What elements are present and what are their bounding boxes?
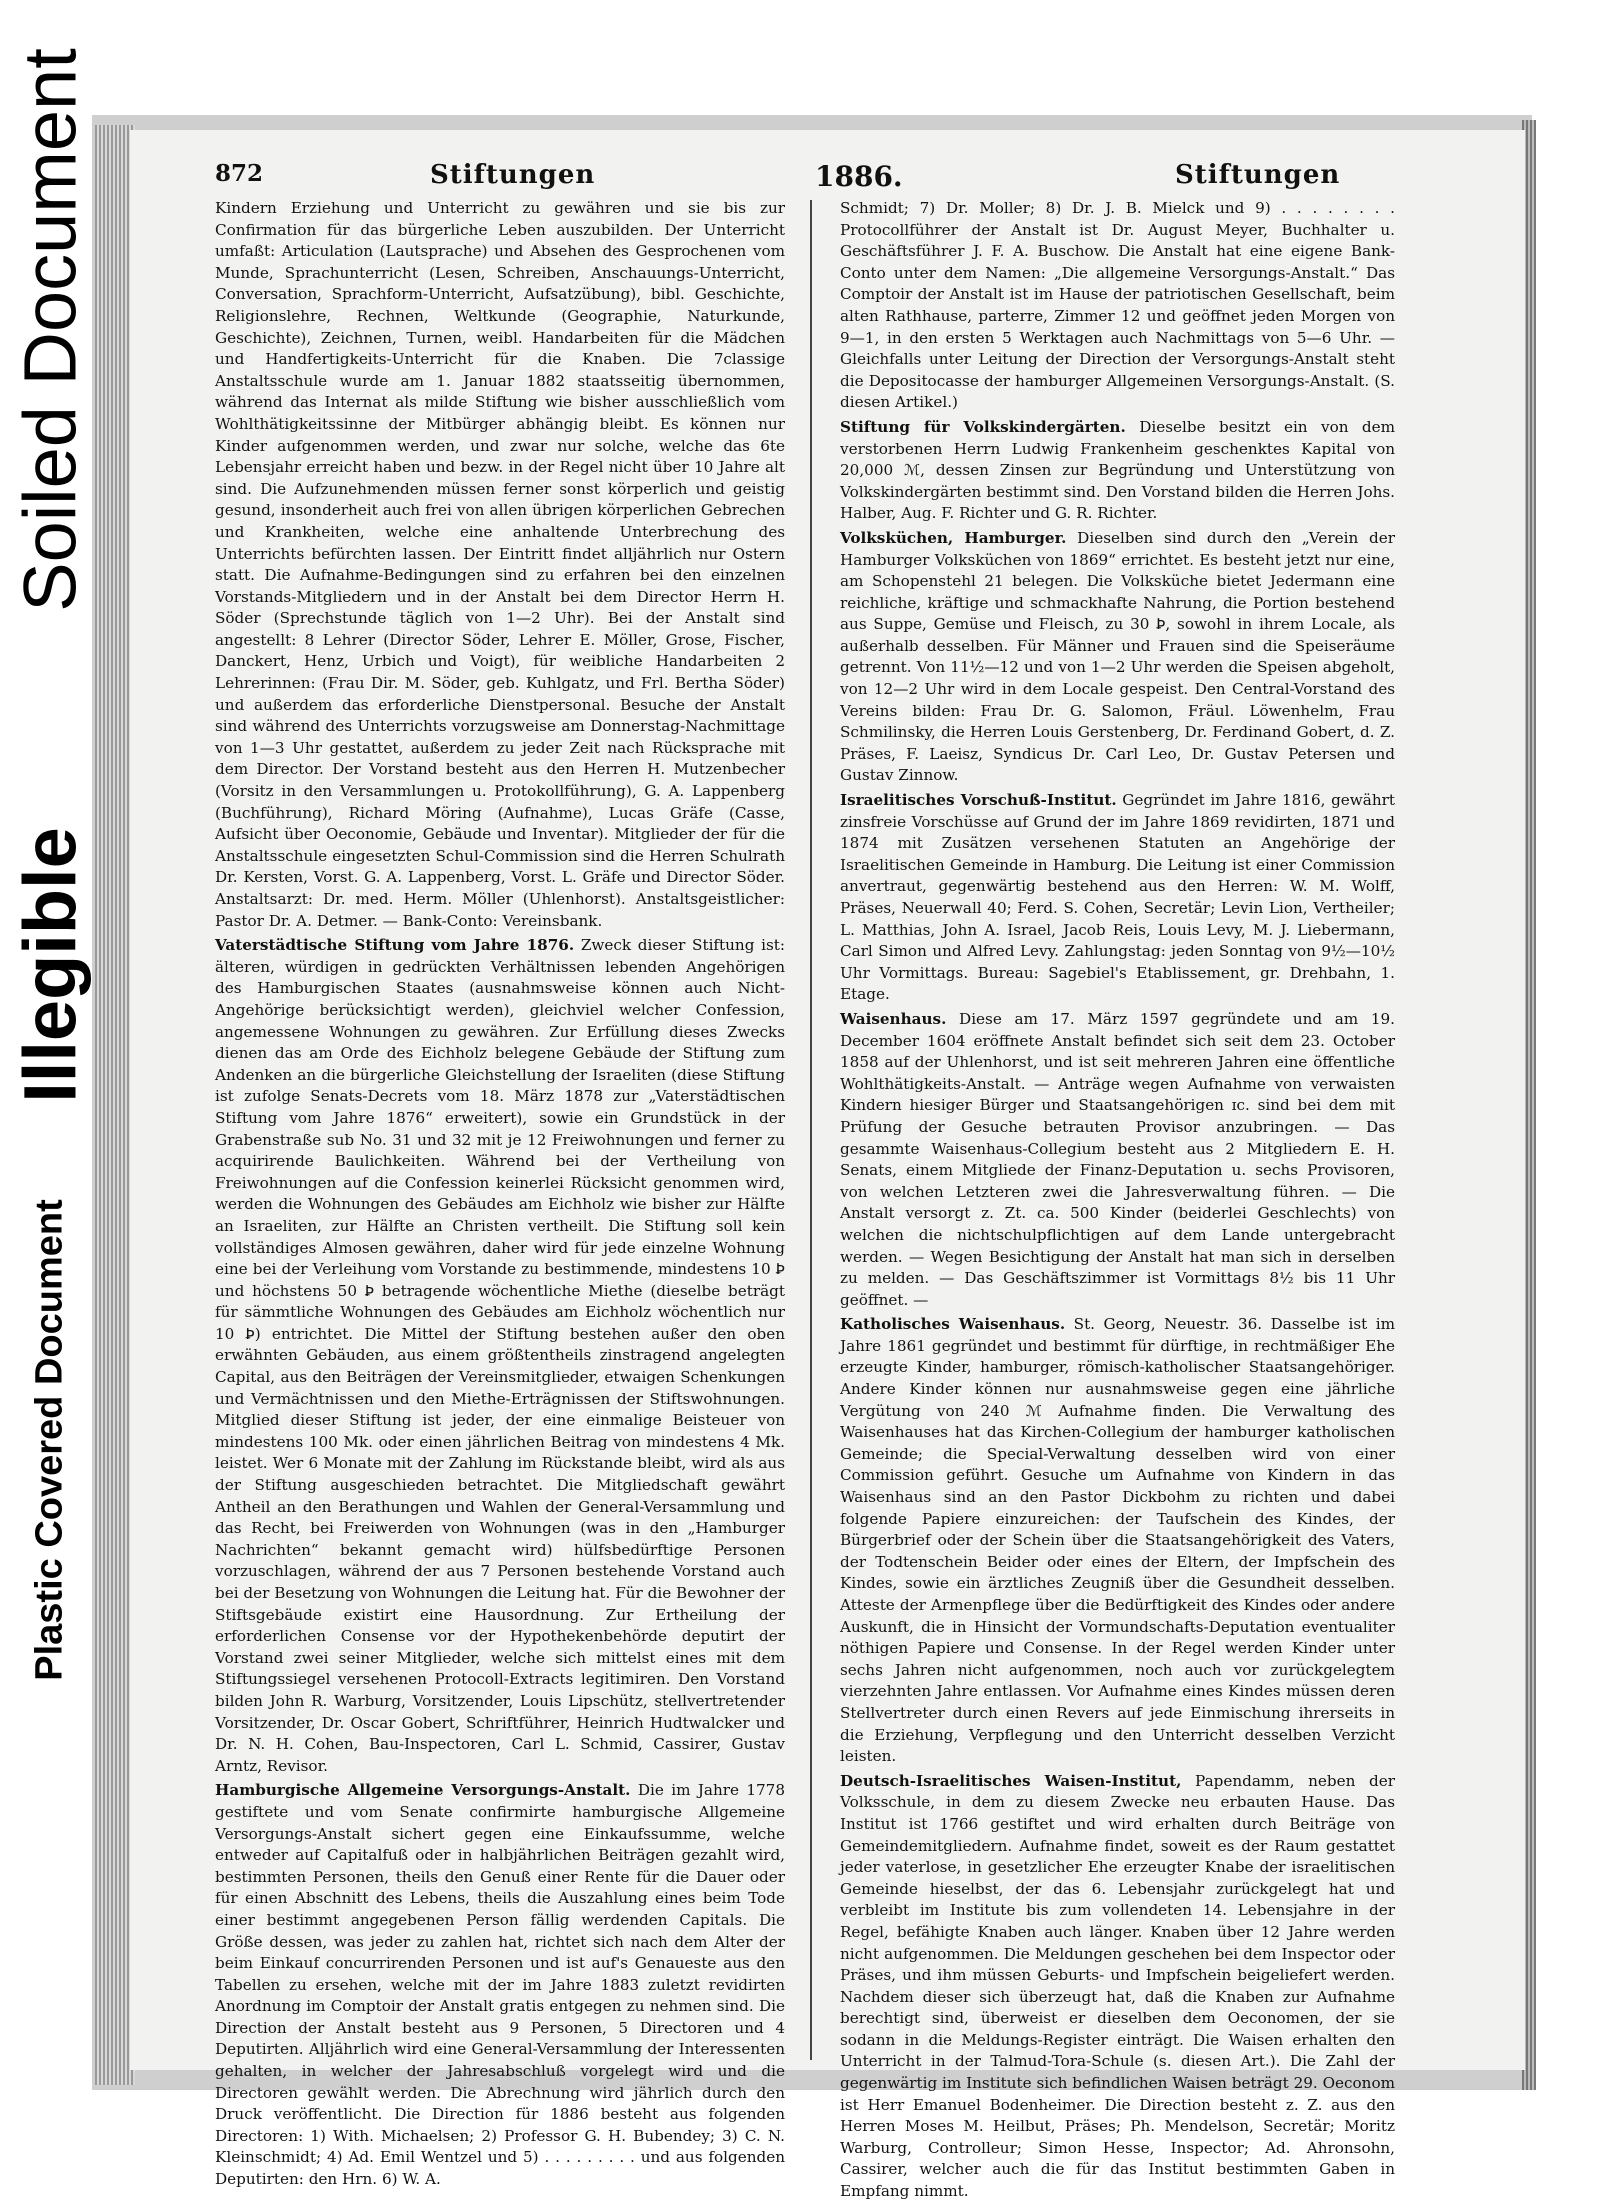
entry-text: Dieselben sind durch den „Verein der Hamburger Volksküchen von 1869“ errichtet. Es besteht jetzt nur eine, am Schopenstehl 21 belegen. Die Volksküche bietet Jedermann eine reichliche, kräftige und schmackhafte Nahrung, die Portion bestehend aus Suppe, Gemüse und Fleisch, zu 30 Ꝧ, sowohl in ihrem Locale, als außerhalb desselben. Für Männer und Frauen sind die Speiseräume getrennt. Von 11½—12 und von 1—2 Uhr werden die Speisen abgeholt, von 12—2 Uhr wird in dem Locale gespeist. Den Central-Vorstand des Vereins bilden: Frau Dr. G. Salomon, Fräul. Löwenhelm, Frau Schmilinsky, die Herren Louis Gerstenberg, Dr. Ferdinand Gobert, d. Z. Präses, F. Laeisz, Syndicus Dr. Carl Leo, Dr. Gustav Petersen und Gustav Zinnow. [840, 528, 1395, 785]
entry-heading: Waisenhaus. [840, 1009, 947, 1028]
page-number: 872 [215, 160, 264, 187]
entry-heading: Katholisches Waisenhaus. [840, 1315, 1066, 1334]
entry-paragraph [215, 198, 785, 932]
entry-paragraph [840, 1314, 1395, 1767]
entry-text: Papendamm, neben der Volksschule, in dem zu diesem Zwecke neu erbauten Hause. Das Institut ist 1766 gestiftet und wird erhalten durch Beiträge von Gemeindemitgliedern. Aufnahme findet, soweit es der Raum gestattet jeder vaterlose, in gesetzlicher Ehe erzeugter Knabe der israelitischen Gemeinde hieselbst, der das 6. Lebensjahr zurückgelegt hat und verbleibt im Institute bis zum vollendeten 14. Lebensjahre in der Regel, befähigte Knaben auch länger. Knaben über 12 Jahre werden nicht aufgenommen. Die Meldungen geschehen bei dem Inspector oder Präses, und ihm müssen Geburts- und Impfschein beigeliefert werden. Nachdem dieser sich überzeugt hat, daß die Knaben zur Aufnahme berechtigt sind, überweist er dieselben dem Oeconomen, der sie sodann in die Meldungs-Register einträgt. Die Waisen erhalten den Unterricht in der Talmud-Tora-Schule (s. diesen Art.). Die Zahl der gegenwärtig im Institute sich befindlichen Waisen beträgt 29. Oeconom ist Herr Emanuel Bodenheimer. Die Direction besteht z. Z. aus den Herren Moses M. Heilbut, Präses; Ph. Mendelson, Secretär; Moritz Warburg, Controlleur; Simon Hesse, Inspector; Ad. Ahronsohn, Cassirer, welcher auch die für das Institut bestimmten Gaben in Empfang nimmt. [840, 1771, 1395, 2201]
soiled-document-label: Soiled Document [8, 48, 92, 612]
entry-text: Diese am 17. März 1597 gegründete und am 19. December 1604 eröffnete Anstalt befindet sich seit dem 23. October 1858 auf der Uhlenhorst, und ist seit mehreren Jahren eine öffentliche Wohlthätigkeits-Anstalt. — Anträge wegen Aufnahme von verwaisten Kindern hiesiger Bürger und Staatsangehörigen ɪc. sind bei dem mit Prüfung der Gesuche betrauten Provisor anzubringen. — Das gesammte Waisenhaus-Collegium besteht aus 2 Mitgliedern E. H. Senats, einem Mitgliede der Finanz-Deputation u. sechs Provisoren, von welchen Letzteren zwei die Jahresverwaltung führen. — Die Anstalt versorgt z. Zt. ca. 500 Kinder (beiderlei Geschlechts) von welchen die nichtschulpflichtigen auf dem Lande untergebracht werden. — Wegen Besichtigung der Anstalt hat man sich in derselben zu melden. — Das Geschäftszimmer ist Vormittags 8½ bis 11 Uhr geöffnet. — [840, 1009, 1395, 1309]
page-edges-left [95, 125, 135, 2085]
column-divider [810, 200, 812, 2060]
entry-heading: Stiftung für Volkskindergärten. [840, 417, 1126, 436]
entry-heading: Vaterstädtische Stiftung vom Jahre 1876. [215, 936, 575, 955]
entry-text: St. Georg, Neuestr. 36. Dasselbe ist im Jahre 1861 gegründet und bestimmt für dürftige, in rechtmäßiger Ehe erzeugte Kinder, hamburger, römisch-katholischer Staatsangehöriger. Andere Kinder können nur ausnahmsweise gegen eine jährliche Vergütung von 240 ℳ Aufnahme finden. Die Verwaltung des Waisenhauses hat das Kirchen-Collegium der hamburger katholischen Gemeinde; die Special-Verwaltung desselben wird von einer Commission geführt. Gesuche um Aufnahme von Kindern in das Waisenhaus sind an den Pastor Dickbohm zu richten und dabei folgende Papiere einzureichen: der Taufschein des Kindes, der Bürgerbrief oder der Schein über die Staatsangehörigkeit des Vaters, der Todtenschein Beider oder eines der Eltern, der Impfschein des Kindes, sowie ein ärztliches Zeugniß über die Gesundheit desselben. Atteste der Armenpflege über die Bedürftigkeit des Kindes oder andere Auskunft, die in Hinsicht der Vormundschafts-Deputation eventualiter nöthigen Papiere und Consense. In der Regel werden Kinder unter sechs Jahren nicht aufgenommen, noch auch vor zurückgelegtem vierzehnten Jahre entlassen. Vor Aufnahme eines Kindes müssen deren Stellvertreter durch einen Revers auf jede Einmischung ihrerseits in die Erziehung, Verpflegung und den Unterricht desselben Verzicht leisten. [840, 1315, 1396, 1766]
entry-text: Schmidt; 7) Dr. Moller; 8) Dr. J. B. Mielck und 9) . . . . . . . . Protocollführer der Anstalt ist Dr. August Meyer, Buchhalter u. Geschäftsführer J. F. A. Buschow. Die Anstalt hat eine eigene Bank-Conto unter dem Namen: „Die allgemeine Versorgungs-Anstalt.“ Das Comptoir der Anstalt ist im Hause der patriotischen Gesellschaft, beim alten Rathhause, parterre, Zimmer 12 und geöffnet jeden Morgen von 9—1, in den ersten 5 Werktagen auch Nachmittags von 5—6 Uhr. — Gleichfalls unter Leitung der Direction der Versorgungs-Anstalt steht die Depositocasse der hamburger Allgemeinen Versorgungs-Anstalt. (S. diesen Artikel.) [840, 199, 1395, 412]
illegible-label: Illegible [8, 827, 92, 1103]
running-title-left: Stiftungen [430, 160, 596, 190]
entry-text: Die im Jahre 1778 gestiftete und vom Senate confirmirte hamburgische Allgemeine Versorgungs-Anstalt sichert gegen eine Einkaufssumme, welche entweder auf Capitalfuß oder in halbjährlichen Beiträgen gezahlt wird, bestimmten Personen, theils den Genuß einer Rente für die Dauer oder für einen Abschnitt des Lebens, theils die Auszahlung eines beim Tode einer bestimmt angegebenen Person fällig werdenden Capitals. Die Größe dessen, was jeder zu zahlen hat, richtet sich nach dem Alter der beim Einkauf concurrirenden Personen und ist auf's Genaueste aus den Tabellen zu ersehen, welche mit der im Jahre 1883 zuletzt revidirten Anordnung im Comptoir der Anstalt gratis entgegen zu nehmen sind. Die Direction der Anstalt besteht aus 9 Personen, 5 Directoren und 4 Deputirten. Alljährlich wird eine General-Versammlung der Interessenten gehalten, in welcher der Jahresabschluß vorgelegt wird und die Directoren gewählt werden. Die Abrechnung wird jährlich durch den Druck veröffentlicht. Die Direction für 1886 besteht aus folgenden Directoren: 1) With. Michaelsen; 2) Professor G. H. Bubendey; 3) C. N. Kleinschmidt; 4) Ad. Emil Wentzel und 5) . . . . . . . . . und aus folgenden Deputirten: den Hrn. 6) W. A. [215, 1781, 786, 2189]
entry-heading: Israelitisches Vorschuß-Institut. [840, 791, 1117, 810]
plastic-covered-label: Plastic Covered Document [28, 1199, 71, 1681]
entry-text: Dieselbe besitzt ein von dem verstorbenen Herrn Ludwig Frankenheim geschenktes Kapital von 20,000 ℳ, dessen Zinsen zur Begründung und Unterstützung von Volkskindergärten bestimmt sind. Den Vorstand bilden die Herren Johs. Halber, Aug. F. Richter und G. R. Richter. [840, 417, 1396, 523]
entry-text: Kindern Erziehung und Unterricht zu gewähren und sie bis zur Confirmation für das bürgerliche Leben auszubilden. Der Unterricht umfaßt: Articulation (Lautsprache) und Absehen des Gesprochenen vom Munde, Sprachunterricht (Lesen, Schreiben, Anschauungs-Unterricht, Conversation, Sprachform-Unterricht, Aufsatzübung), bibl. Geschichte, Religionslehre, Rechnen, Weltkunde (Geographie, Naturkunde, Geschichte), Zeichnen, Turnen, weibl. Handarbeiten für die Mädchen und Handfertigkeits-Unterricht für die Knaben. Die 7classige Anstaltsschule wurde am 1. Januar 1882 staatsseitig übernommen, während das Internat als milde Stiftung wie bisher ausschließlich vom Wohlthätigkeitssinne der Mitbürger abhängig bleibt. Es können nur Kinder aufgenommen werden, und zwar nur solche, welche das 6te Lebensjahr erreicht haben und bezw. in der Regel nicht über 10 Jahre alt sind. Die Aufzunehmenden müssen ferner sonst körperlich und geistig gesund, insonderheit auch frei von allen übrigen körperlichen Gebrechen und Krankheiten, welche eine anhaltende Unterbrechung des Unterrichts befürchten lassen. Der Eintritt findet alljährlich nur Ostern statt. Die Aufnahme-Bedingungen sind zu erfahren bei den einzelnen Vorstands-Mitgliedern und in der Anstalt bei dem Director Herrn H. Söder (Sprechstunde täglich von 1—2 Uhr). Bei der Anstalt sind angestellt: 8 Lehrer (Director Söder, Lehrer E. Möller, Grose, Fischer, Danckert, Henz, Urbich und Voigt), für weibliche Handarbeiten 2 Lehrerinnen: (Frau Dir. M. Söder, geb. Kuhlgatz, und Frl. Bertha Söder) und außerdem das erforderliche Dienstpersonal. Besuche der Anstalt sind während des Unterrichts vorzugsweise am Donnerstag-Nachmittage von 1—3 Uhr gestattet, außerdem zu jeder Zeit nach Rücksprache mit dem Director. Der Vorstand besteht aus den Herren H. Mutzenbecher (Vorsitz in den Versammlungen u. Protokollführung), G. A. Lappenberg (Buchführung), Richard Möring (Aufnahme), Lucas Gräfe (Casse, Aufsicht über Oeconomie, Gebäude und Inventar). Mitglieder der für die Anstaltsschule eingesetzten Schul-Commission sind die Herren Schulrath Dr. Kersten, Vorst. G. A. Lappenberg, Vorst. L. Gräfe und Director Söder. Anstaltsarzt: Dr. med. Herm. Möller (Uhlenhorst). Anstaltsgeistlicher: Pastor Dr. A. Detmer. — Bank-Conto: Vereinsbank. [215, 199, 785, 930]
entry-text: Zweck dieser Stiftung ist: älteren, würdigen in gedrückten Verhältnissen lebenden Angehörigen des Hamburgischen Staates (ausnahmsweise können auch Nicht-Angehörige berücksichtigt werden), gleichviel welcher Confession, angemessene Wohnungen zu gewähren. Zur Erfüllung dieses Zwecks dienen das am Orde des Eichholz belegene Gebäude der Stiftung zum Andenken an die bürgerliche Gleichstellung der Israeliten (diese Stiftung ist zufolge Senats-Decrets vom 18. März 1878 zur „Vaterstädtischen Stiftung vom Jahre 1876“ erweitert), sowie ein Grundstück in der Grabenstraße sub No. 31 und 32 mit je 12 Freiwohnungen und ferner zu acquirirende Baulichkeiten. Während bei der Vertheilung von Freiwohnungen auf die Confession keinerlei Rücksicht genommen wird, werden die Wohnungen des Gebäudes am Eichholz wie bisher zur Hälfte an Israeliten, zur Hälfte an Christen vertheilt. Die Stiftung soll kein vollständiges Almosen gewähren, daher wird für jede einzelne Wohnung eine bei der Verleihung vom Vorstande zu bestimmende, mindestens 10 Ꝧ und höchstens 50 Ꝧ betragende wöchentliche Miethe (dieselbe beträgt für sämmtliche Wohnungen des Gebäudes am Eichholz wöchentlich nur 10 Ꝧ) entrichtet. Die Mittel der Stiftung bestehen außer den oben erwähnten Gebäuden, aus einem größtentheils zinstragend angelegten Capital, aus den Beiträgen der Vereinsmitglieder, etwaigen Schenkungen und Vermächtnissen und den Miethe-Erträgnissen der Stiftswohnungen. Mitglied dieser Stiftung ist jeder, der eine einmalige Beisteuer von mindestens 100 Mk. oder einen jährlichen Beitrag von mindestens 4 Mk. leistet. Wer 6 Monate mit der Zahlung im Rückstande bleibt, wird als aus der Stiftung ausgeschieden betrachtet. Die Mitgliedschaft gewährt Antheil an den Berathungen und Wahlen der General-Versammlung und das Recht, bei Freiwerden von Wohnungen (was in den „Hamburger Nachrichten“ bekannt gemacht wird) hülfsbedürftige Personen vorzuschlagen, während der aus 7 Personen bestehende Vorstand auch bei der Besetzung von Wohnungen die Leitung hat. Für die Bewohner der Stiftsgebäude existirt eine Hausordnung. Zur Ertheilung der erforderlichen Consense vor der Hypothekenbehörde deputirt der Vorstand zwei seiner Mitglieder, welche sich mittelst eines mit dem Stiftungssiegel versehenen Protocoll-Extracts legitimiren. Den Vorstand bilden John R. Warburg, Vorsitzender, Louis Lipschütz, stellvertretender Vorsitzender, Dr. Oscar Gobert, Schriftführer, Heinrich Hudtwalcker und Dr. N. H. Cohen, Bau-Inspectoren, Carl L. Schmid, Cassirer, Gustav Arntz, Revisor. [215, 936, 785, 1775]
right-margin [1536, 0, 1600, 2177]
page-year: 1886. [815, 160, 903, 193]
scanned-page [130, 130, 1525, 2201]
entry-paragraph [840, 198, 1395, 414]
entry-paragraph [215, 1780, 785, 2190]
entry-paragraph [840, 417, 1395, 525]
running-title-right: Stiftungen [1175, 160, 1341, 190]
right-column [840, 198, 1395, 2206]
entry-paragraph [840, 1771, 1395, 2203]
entry-heading: Volksküchen, Hamburger. [840, 528, 1067, 547]
cover-label-strip [0, 0, 95, 2177]
entry-heading: Hamburgische Allgemeine Versorgungs-Anstalt. [215, 1781, 631, 1800]
entry-paragraph [215, 935, 785, 1777]
page-header [215, 160, 1340, 200]
entry-paragraph [840, 528, 1395, 787]
entry-heading: Deutsch-Israelitisches Waisen-Institut, [840, 1771, 1182, 1790]
left-column [215, 198, 785, 2194]
entry-paragraph [840, 1009, 1395, 1311]
entry-text: Gegründet im Jahre 1816, gewährt zinsfreie Vorschüsse auf Grund der im Jahre 1869 revidirten, 1871 und 1874 mit Zusätzen versehenen Statuten an Angehörige der Israelitischen Gemeinde in Hamburg. Die Leitung ist einer Commission anvertraut, gegenwärtig bestehend aus den Herren: W. M. Wolff, Präses, Neuerwall 40; Ferd. S. Cohen, Secretär; Levin Lion, Vertheiler; L. Matthias, John A. Israel, Jacob Reis, Louis Levy, M. J. Liebermann, Carl Simon und Alfred Levy. Zahlungstag: jeden Sonntag von 9½—10½ Uhr Vormittags. Bureau: Sagebiel's Etablissement, gr. Drehbahn, 1. Etage. [840, 791, 1395, 1004]
entry-paragraph [840, 790, 1395, 1006]
